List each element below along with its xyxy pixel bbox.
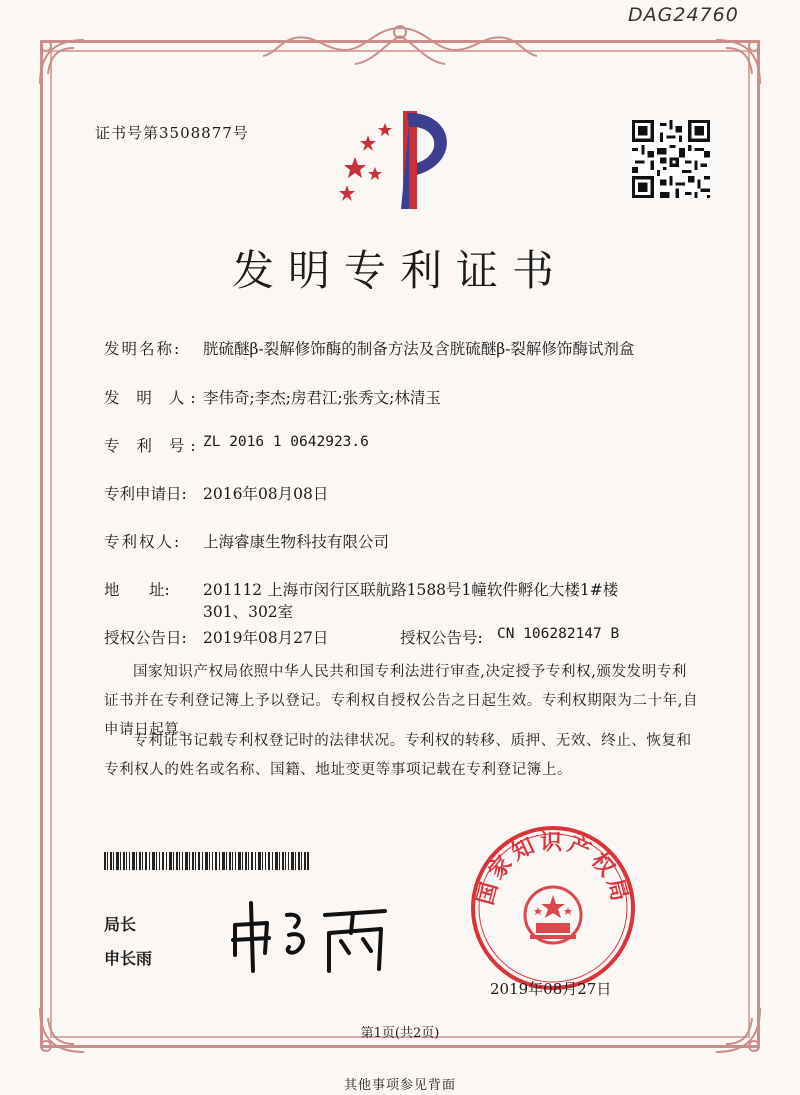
director-name: 申长雨 bbox=[104, 949, 153, 968]
handwritten-note: DAG24760 bbox=[628, 4, 739, 26]
director-title: 局长 bbox=[104, 915, 137, 934]
inventor-label: 发 明 人: bbox=[104, 389, 202, 407]
grant-number-value: CN 106282147 B bbox=[497, 626, 620, 642]
issue-date: 2019年08月27日 bbox=[490, 980, 612, 998]
filing-date-label: 专利申请日: bbox=[104, 485, 187, 503]
corner-ornament-top-left bbox=[34, 34, 90, 90]
grant-number-label: 授权公告号: bbox=[400, 629, 483, 647]
barcode bbox=[104, 852, 309, 870]
grant-date-value: 2019年08月27日 bbox=[203, 629, 329, 647]
address-value-line2: 301、302室 bbox=[203, 603, 294, 621]
patentee-label: 专利权人: bbox=[104, 533, 182, 551]
grant-date-label: 授权公告日: bbox=[104, 629, 187, 647]
patentee-value: 上海睿康生物科技有限公司 bbox=[203, 533, 390, 551]
invention-name-label: 发明名称: bbox=[104, 340, 182, 358]
top-ornament bbox=[255, 20, 545, 80]
filing-date-value: 2016年08月08日 bbox=[203, 485, 329, 503]
certificate-number: 证书号第3508877号 bbox=[95, 124, 249, 142]
certificate-title: 发明专利证书 bbox=[231, 246, 568, 295]
address-value-line1: 201112 上海市闵行区联航路1588号1幢软件孵化大楼1#楼 bbox=[203, 581, 619, 599]
address-label: 地 址: bbox=[104, 581, 170, 599]
legal-status-paragraph: 专利证书记载专利权登记时的法律状况。专利权的转移、质押、无效、终止、恢复和专利权人的姓名或名称、国籍、地址变更等事项记载在专利登记簿上。 bbox=[104, 733, 692, 778]
patent-number-value: ZL 2016 1 0642923.6 bbox=[203, 434, 369, 450]
official-seal bbox=[468, 823, 638, 993]
seal-text: 国家知识产权局 bbox=[473, 830, 633, 908]
inventor-value: 李伟奇;李杰;房君江;张秀文;林清玉 bbox=[203, 389, 441, 407]
patent-office-logo bbox=[335, 105, 465, 215]
director-signature bbox=[225, 885, 395, 975]
grant-statement-paragraph: 国家知识产权局依照中华人民共和国专利法进行审查,决定授予专利权,颁发发明专利证书并在专利登记簿上予以登记。专利权自授权公告之日起生效。专利权期限为二十年,自申请日起算。 bbox=[104, 664, 699, 738]
invention-name-value: 胱硫醚β-裂解修饰酶的制备方法及含胱硫醚β-裂解修饰酶试剂盒 bbox=[203, 340, 635, 358]
patent-number-label: 专 利 号: bbox=[104, 437, 202, 455]
qr-code bbox=[632, 120, 710, 198]
corner-ornament-top-right bbox=[710, 34, 766, 90]
page-number: 第1页(共2页) bbox=[360, 1026, 440, 1041]
back-side-note: 其他事项参见背面 bbox=[343, 1078, 456, 1093]
